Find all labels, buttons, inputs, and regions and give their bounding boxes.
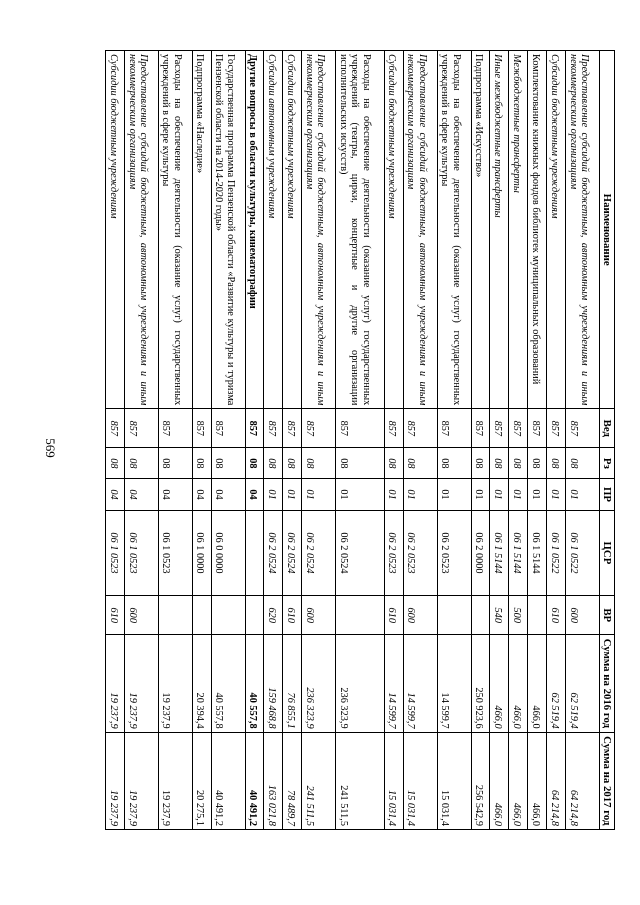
cell-ved: 857	[509, 409, 528, 448]
cell-rz: 08	[192, 448, 211, 479]
cell-vr: 610	[547, 596, 566, 635]
header-name: Наименование	[599, 51, 614, 409]
cell-vr	[192, 596, 211, 635]
cell-vr: 600	[125, 596, 159, 635]
cell-pr: 01	[302, 479, 336, 510]
cell-sum-2016: 19 237,9	[158, 635, 192, 732]
cell-name: Комплектование книжных фондов библиотек муниципальных образований	[528, 51, 547, 409]
cell-pr: 04	[125, 479, 159, 510]
cell-csr: 06 1 5144	[490, 510, 509, 596]
cell-sum-2016: 19 237,9	[125, 635, 159, 732]
header-csr: ЦСР	[599, 510, 614, 596]
table-row	[490, 51, 509, 830]
cell-name: Расходы на обеспечение деятельности (оказание услуг) государственных учреждений в сфере культуры	[437, 51, 471, 409]
table-row	[302, 51, 336, 830]
cell-sum-2016: 14 599,7	[403, 635, 437, 732]
cell-rz: 08	[490, 448, 509, 479]
table-row	[283, 51, 302, 830]
cell-pr: 01	[471, 479, 490, 510]
cell-sum-2016: 19 237,9	[106, 635, 125, 732]
cell-rz: 08	[547, 448, 566, 479]
table-row	[547, 51, 566, 830]
cell-sum-2017: 19 237,9	[106, 732, 125, 829]
cell-name: Предоставление субсидий бюджетным, автономным учреждениям и иным некоммерческим организациям	[125, 51, 159, 409]
cell-pr: 04	[106, 479, 125, 510]
cell-name: Предоставление субсидий бюджетным, автономным учреждениям и иным некоммерческим организациям	[403, 51, 437, 409]
cell-ved: 857	[566, 409, 600, 448]
cell-vr: 610	[106, 596, 125, 635]
cell-sum-2016: 62 519,4	[566, 635, 600, 732]
cell-csr	[245, 510, 264, 596]
cell-sum-2016: 14 599,7	[437, 635, 471, 732]
cell-sum-2016: 159 468,8	[264, 635, 283, 732]
table-row	[192, 51, 211, 830]
cell-ved: 857	[245, 409, 264, 448]
table-row	[158, 51, 192, 830]
cell-sum-2017: 64 214,8	[547, 732, 566, 829]
cell-rz: 08	[158, 448, 192, 479]
cell-pr: 01	[509, 479, 528, 510]
cell-sum-2017: 15 031,4	[384, 732, 403, 829]
table-row	[566, 51, 600, 830]
cell-sum-2017: 40 491,2	[211, 732, 245, 829]
cell-rz: 08	[125, 448, 159, 479]
cell-sum-2016: 20 394,4	[192, 635, 211, 732]
cell-rz: 08	[471, 448, 490, 479]
cell-sum-2016: 250 923,6	[471, 635, 490, 732]
cell-csr: 06 1 0523	[125, 510, 159, 596]
cell-sum-2017: 15 031,4	[437, 732, 471, 829]
cell-pr: 01	[566, 479, 600, 510]
cell-pr: 04	[192, 479, 211, 510]
cell-vr: 500	[509, 596, 528, 635]
cell-sum-2016: 62 519,4	[547, 635, 566, 732]
cell-vr	[158, 596, 192, 635]
cell-sum-2016: 236 323,9	[302, 635, 336, 732]
header-sum-2017: Сумма на 2017 год	[599, 732, 614, 829]
cell-csr: 06 2 0523	[437, 510, 471, 596]
cell-sum-2017: 256 542,9	[471, 732, 490, 829]
cell-sum-2017: 64 214,8	[566, 732, 600, 829]
cell-rz: 08	[403, 448, 437, 479]
cell-csr: 06 2 0524	[336, 510, 385, 596]
cell-rz: 08	[437, 448, 471, 479]
cell-sum-2016: 466,0	[490, 635, 509, 732]
cell-csr: 06 1 5144	[509, 510, 528, 596]
cell-ved: 857	[384, 409, 403, 448]
cell-sum-2017: 466,0	[509, 732, 528, 829]
cell-rz: 08	[566, 448, 600, 479]
cell-csr: 06 0 0000	[211, 510, 245, 596]
cell-vr: 610	[384, 596, 403, 635]
cell-vr	[336, 596, 385, 635]
cell-csr: 06 1 0000	[192, 510, 211, 596]
cell-ved: 857	[264, 409, 283, 448]
cell-pr: 01	[264, 479, 283, 510]
table-row	[509, 51, 528, 830]
cell-csr: 06 2 0524	[283, 510, 302, 596]
cell-name: Другие вопросы в области культуры, кинематографии	[245, 51, 264, 409]
cell-csr: 06 1 0523	[106, 510, 125, 596]
cell-name: Предоставление субсидий бюджетным, автономным учреждениям и иным некоммерческим организациям	[302, 51, 336, 409]
cell-ved: 857	[403, 409, 437, 448]
cell-sum-2017: 19 237,9	[125, 732, 159, 829]
cell-vr: 600	[403, 596, 437, 635]
cell-rz: 08	[336, 448, 385, 479]
table-row	[528, 51, 547, 830]
table-row	[403, 51, 437, 830]
cell-name: Расходы на обеспечение деятельности (оказание услуг) государственных учреждений в сфере культуры	[158, 51, 192, 409]
cell-csr: 06 1 0522	[566, 510, 600, 596]
table-row	[264, 51, 283, 830]
cell-pr: 04	[158, 479, 192, 510]
cell-name: Государственная программа Пензенской области «Развитие культуры и туризма Пензенской области на 2014-2020 годы»	[211, 51, 245, 409]
cell-vr: 540	[490, 596, 509, 635]
cell-ved: 857	[302, 409, 336, 448]
cell-rz: 08	[384, 448, 403, 479]
table-row	[336, 51, 385, 830]
table-row	[384, 51, 403, 830]
cell-vr	[245, 596, 264, 635]
cell-pr: 01	[547, 479, 566, 510]
cell-ved: 857	[471, 409, 490, 448]
cell-sum-2017: 78 489,7	[283, 732, 302, 829]
header-ved: Вед	[599, 409, 614, 448]
cell-csr: 06 1 0523	[158, 510, 192, 596]
cell-ved: 857	[192, 409, 211, 448]
cell-ved: 857	[547, 409, 566, 448]
cell-pr: 01	[437, 479, 471, 510]
cell-vr: 600	[566, 596, 600, 635]
cell-name: Подпрограмма «Наследие»	[192, 51, 211, 409]
cell-vr: 600	[302, 596, 336, 635]
cell-sum-2017: 40 491,2	[245, 732, 264, 829]
cell-sum-2017: 466,0	[490, 732, 509, 829]
cell-name: Субсидии бюджетным учреждениям	[547, 51, 566, 409]
cell-sum-2017: 241 511,5	[336, 732, 385, 829]
cell-pr: 01	[384, 479, 403, 510]
cell-vr: 620	[264, 596, 283, 635]
cell-vr	[471, 596, 490, 635]
cell-rz: 08	[245, 448, 264, 479]
cell-pr: 04	[245, 479, 264, 510]
cell-ved: 857	[158, 409, 192, 448]
cell-sum-2017: 19 237,9	[158, 732, 192, 829]
cell-csr: 06 1 0522	[547, 510, 566, 596]
cell-ved: 857	[437, 409, 471, 448]
cell-name: Межбюджетные трансферты	[509, 51, 528, 409]
cell-ved: 857	[528, 409, 547, 448]
table-row	[106, 51, 125, 830]
table-header-row	[599, 51, 614, 830]
cell-sum-2016: 14 599,7	[384, 635, 403, 732]
cell-csr: 06 1 5144	[528, 510, 547, 596]
cell-vr	[211, 596, 245, 635]
cell-sum-2017: 466,0	[528, 732, 547, 829]
table-row	[437, 51, 471, 830]
cell-name: Расходы на обеспечение деятельности (оказание услуг) государственных учреждений (театры, цирки, концертные и другие организации исполнительских искусств)	[336, 51, 385, 409]
cell-sum-2017: 241 511,5	[302, 732, 336, 829]
cell-vr	[437, 596, 471, 635]
cell-pr: 04	[211, 479, 245, 510]
cell-csr: 06 2 0523	[403, 510, 437, 596]
table-row	[245, 51, 264, 830]
cell-name: Субсидии бюджетным учреждениям	[283, 51, 302, 409]
cell-csr: 06 2 0000	[471, 510, 490, 596]
table-row	[125, 51, 159, 830]
cell-csr: 06 2 0523	[384, 510, 403, 596]
cell-pr: 01	[490, 479, 509, 510]
cell-sum-2016: 466,0	[528, 635, 547, 732]
cell-ved: 857	[490, 409, 509, 448]
cell-ved: 857	[336, 409, 385, 448]
cell-name: Субсидии бюджетным учреждениям	[384, 51, 403, 409]
cell-sum-2017: 163 021,8	[264, 732, 283, 829]
cell-pr: 01	[403, 479, 437, 510]
cell-rz: 08	[264, 448, 283, 479]
cell-vr: 610	[283, 596, 302, 635]
cell-sum-2016: 466,0	[509, 635, 528, 732]
cell-name: Субсидии автономным учреждениям	[264, 51, 283, 409]
cell-rz: 08	[106, 448, 125, 479]
cell-ved: 857	[283, 409, 302, 448]
cell-sum-2016: 76 855,1	[283, 635, 302, 732]
cell-pr: 01	[336, 479, 385, 510]
header-pr: ПР	[599, 479, 614, 510]
cell-ved: 857	[106, 409, 125, 448]
cell-ved: 857	[211, 409, 245, 448]
header-rz: Рз	[599, 448, 614, 479]
cell-name: Подпрограмма «Искусство»	[471, 51, 490, 409]
rotated-table-container	[105, 50, 615, 830]
page-number: 569	[43, 438, 58, 458]
cell-name: Иные межбюджетные трансферты	[490, 51, 509, 409]
cell-rz: 08	[283, 448, 302, 479]
cell-name: Предоставление субсидий бюджетным, автономным учреждениям и иным некоммерческим организациям	[566, 51, 600, 409]
cell-rz: 08	[509, 448, 528, 479]
cell-rz: 08	[302, 448, 336, 479]
table-row	[211, 51, 245, 830]
cell-vr	[528, 596, 547, 635]
table-row	[471, 51, 490, 830]
cell-sum-2016: 236 323,9	[336, 635, 385, 732]
cell-csr: 06 2 0524	[302, 510, 336, 596]
cell-rz: 08	[528, 448, 547, 479]
cell-sum-2016: 40 557,8	[245, 635, 264, 732]
cell-pr: 01	[528, 479, 547, 510]
cell-rz: 08	[211, 448, 245, 479]
cell-name: Субсидии бюджетным учреждениям	[106, 51, 125, 409]
cell-ved: 857	[125, 409, 159, 448]
cell-sum-2017: 15 031,4	[403, 732, 437, 829]
cell-pr: 01	[283, 479, 302, 510]
cell-csr: 06 2 0524	[264, 510, 283, 596]
cell-sum-2017: 20 275,1	[192, 732, 211, 829]
cell-sum-2016: 40 557,8	[211, 635, 245, 732]
header-sum-2016: Сумма на 2016 год	[599, 635, 614, 732]
header-vr: ВР	[599, 596, 614, 635]
budget-table	[105, 50, 615, 830]
